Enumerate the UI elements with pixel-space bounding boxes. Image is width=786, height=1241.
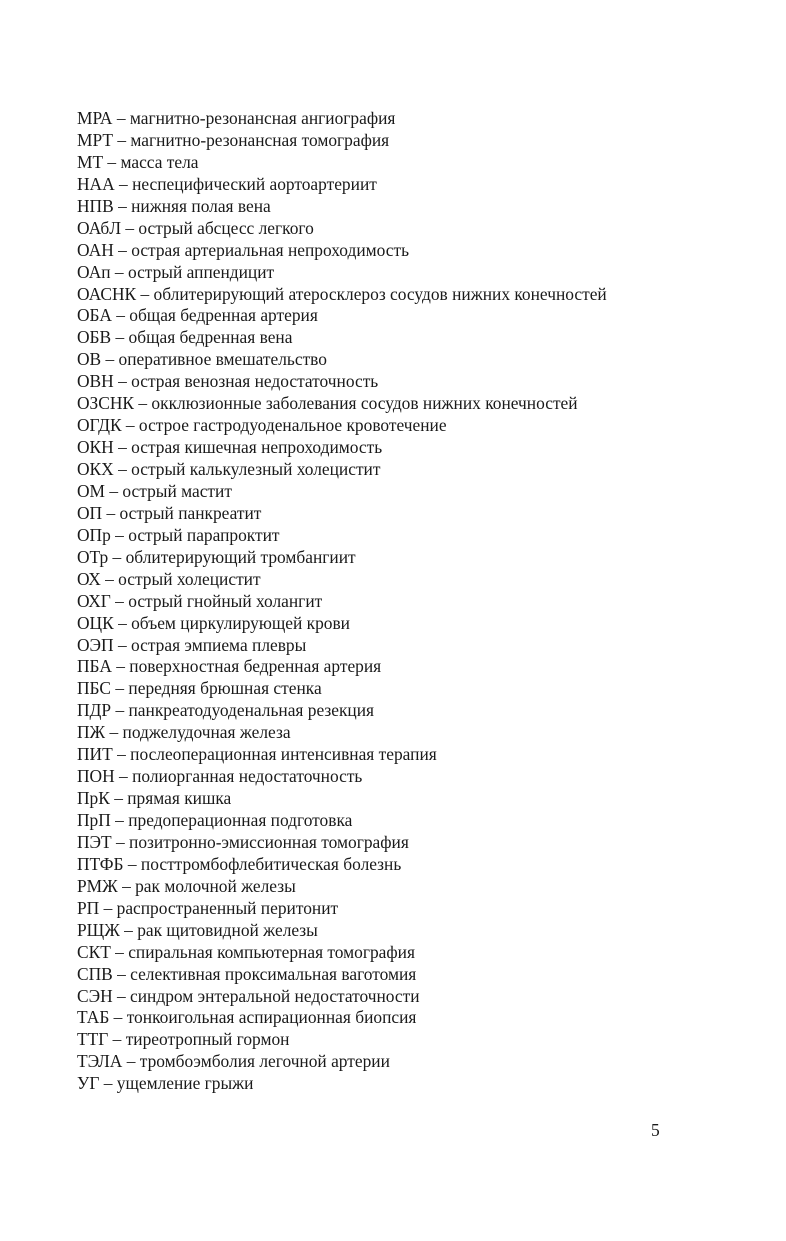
abbreviation-item: ОП – острый панкреатит [77,502,262,523]
abbreviation-item: НАА – неспецифический аортоартериит [77,173,377,194]
abbreviation-item: ПОН – полиорганная недостаточность [77,766,363,787]
abbreviation-item: РП – распространенный перитонит [77,897,339,918]
abbreviation-item: ТЭЛА – тромбоэмболия легочной артерии [77,1051,390,1072]
abbreviation-item: ОХ – острый холецистит [77,568,261,589]
abbreviation-item: ОЭП – острая эмпиема плевры [77,634,307,655]
abbreviation-item: ПрП – предоперационная подготовка [77,810,353,830]
abbreviation-item: ОАп – острый аппендицит [77,261,275,282]
abbreviation-item: ОЦК – объем циркулирующей крови [77,612,350,633]
abbreviation-item: ОАН – острая артериальная непроходимость [77,239,410,260]
abbreviation-item: СКТ – спиральная компьютерная томография [77,941,415,962]
abbreviation-item: ПрК – прямая кишка [77,788,232,809]
abbreviation-item: ОГДК – острое гастродуоденальное кровотечение [77,415,447,436]
abbreviation-item: ПДР – панкреатодуоденальная резекция [77,700,375,721]
abbreviation-list [77,108,757,1095]
abbreviation-item: ОВ – оперативное вмешательство [77,349,327,370]
abbreviation-item: СПВ – селективная проксимальная ваготомия [77,963,417,984]
abbreviation-item: ОКХ – острый калькулезный холецистит [77,459,381,479]
abbreviation-item: ОТр – облитерирующий тромбангиит [77,546,356,567]
abbreviation-item: ОПр – острый парапроктит [77,524,280,545]
abbreviation-item: ОМ – острый мастит [77,480,232,501]
abbreviation-item: УГ – ущемление грыжи [77,1073,254,1094]
abbreviation-item: ОЗСНК – окклюзионные заболевания сосудов нижних конечностей [77,393,578,414]
abbreviation-item: ПТФБ – посттромбофлебитическая болезнь [77,853,402,874]
abbreviation-item: ПБА – поверхностная бедренная артерия [77,656,382,677]
abbreviation-item: РМЖ – рак молочной железы [77,875,296,896]
abbreviation-item: ОХГ – острый гнойный холангит [77,590,323,611]
abbreviation-item: ОБА – общая бедренная артерия [77,305,318,326]
abbreviation-item: ПБС – передняя брюшная стенка [77,678,322,699]
abbreviation-item: ПЭТ – позитронно-эмиссионная томография [77,831,409,852]
abbreviation-item: ОВН – острая венозная недостаточность [77,371,379,392]
abbreviation-item: СЭН – синдром энтеральной недостаточности [77,985,420,1006]
abbreviation-item: ТАБ – тонкоигольная аспирационная биопсия [77,1007,417,1028]
abbreviation-item: ОАСНК – облитерирующий атеросклероз сосудов нижних конечностей [77,283,607,304]
abbreviation-item: МТ – масса тела [77,151,199,172]
abbreviation-item: МРА – магнитно-резонансная ангиография [77,108,396,128]
abbreviation-item: ОБВ – общая бедренная вена [77,327,293,348]
abbreviation-item: ПИТ – послеоперационная интенсивная терапия [77,744,437,765]
abbreviation-item: НПВ – нижняя полая вена [77,195,271,216]
abbreviation-item: МРТ – магнитно-резонансная томография [77,129,390,150]
abbreviation-item: ПЖ – поджелудочная железа [77,722,291,743]
abbreviation-item: РЩЖ – рак щитовидной железы [77,919,318,940]
abbreviation-item: ТТГ – тиреотропный гормон [77,1029,290,1050]
abbreviation-item: ОКН – острая кишечная непроходимость [77,437,383,458]
abbreviation-item: ОАбЛ – острый абсцесс легкого [77,217,314,238]
page-number: 5 [651,1120,660,1140]
